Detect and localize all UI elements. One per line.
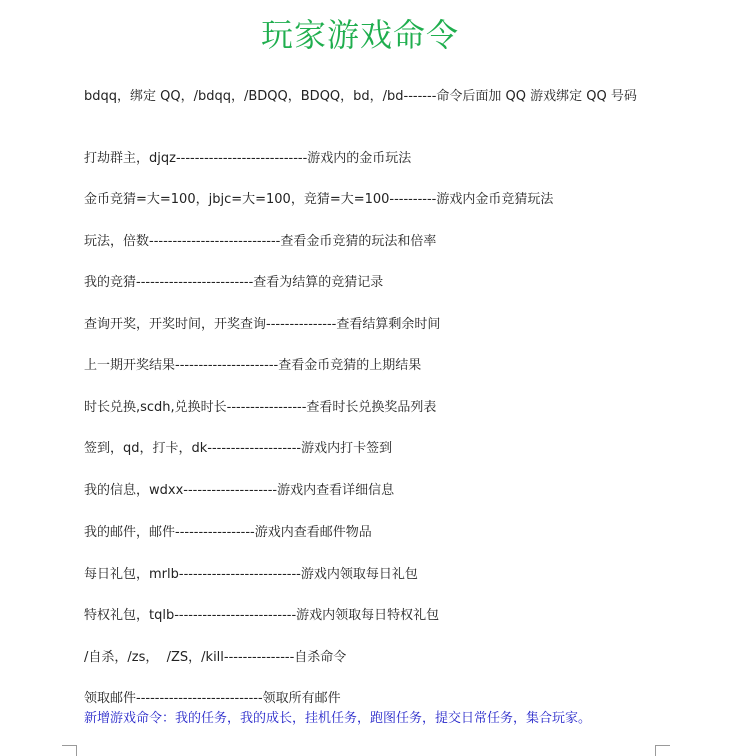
command-line-tqlb: 特权礼包，tqlb--------------------------游戏内领取每日特权礼包 [84, 608, 440, 623]
command-line-last-result: 上一期开奖结果----------------------查看金币竞猜的上期结果 [84, 358, 422, 373]
command-line-rules: 玩法，倍数----------------------------查看金币竞猜的玩法和倍率 [84, 234, 437, 249]
command-line-claim-mail: 领取邮件---------------------------领取所有邮件 [84, 691, 341, 706]
command-line-bdqq: bdqq，绑定 QQ，/bdqq，/BDQQ，BDQQ，bd，/bd-------命令后面加 QQ 游戏绑定 QQ 号码 [84, 89, 637, 104]
command-line-scdh: 时长兑换,scdh,兑换时长-----------------查看时长兑换奖品列表 [84, 400, 437, 415]
page-corner-mark-left [62, 745, 77, 756]
command-line-mrlb: 每日礼包，mrlb--------------------------游戏内领取每日礼包 [84, 567, 418, 582]
command-line-my-bets: 我的竞猜-------------------------查看为结算的竞猜记录 [84, 275, 384, 290]
command-line-djqz: 打劫群主，djqz----------------------------游戏内的金币玩法 [84, 151, 412, 166]
document-title: 玩家游戏命令 [260, 16, 459, 54]
command-line-checkin: 签到，qd，打卡，dk--------------------游戏内打卡签到 [84, 441, 393, 456]
command-line-jbjc: 金币竞猜=大=100，jbjc=大=100，竞猜=大=100----------游戏内金币竞猜玩法 [84, 192, 554, 207]
new-commands-note: 新增游戏命令：我的任务，我的成长，挂机任务，跑图任务，提交日常任务，集合玩家。 [84, 711, 592, 726]
command-line-mail: 我的邮件，邮件-----------------游戏内查看邮件物品 [84, 525, 372, 540]
command-line-wdxx: 我的信息，wdxx--------------------游戏内查看详细信息 [84, 483, 395, 498]
command-line-draw-time: 查询开奖，开奖时间，开奖查询---------------查看结算剩余时间 [84, 317, 441, 332]
command-line-kill: /自杀，/zs， /ZS，/kill---------------自杀命令 [84, 650, 347, 665]
page-corner-mark-right [655, 745, 670, 756]
